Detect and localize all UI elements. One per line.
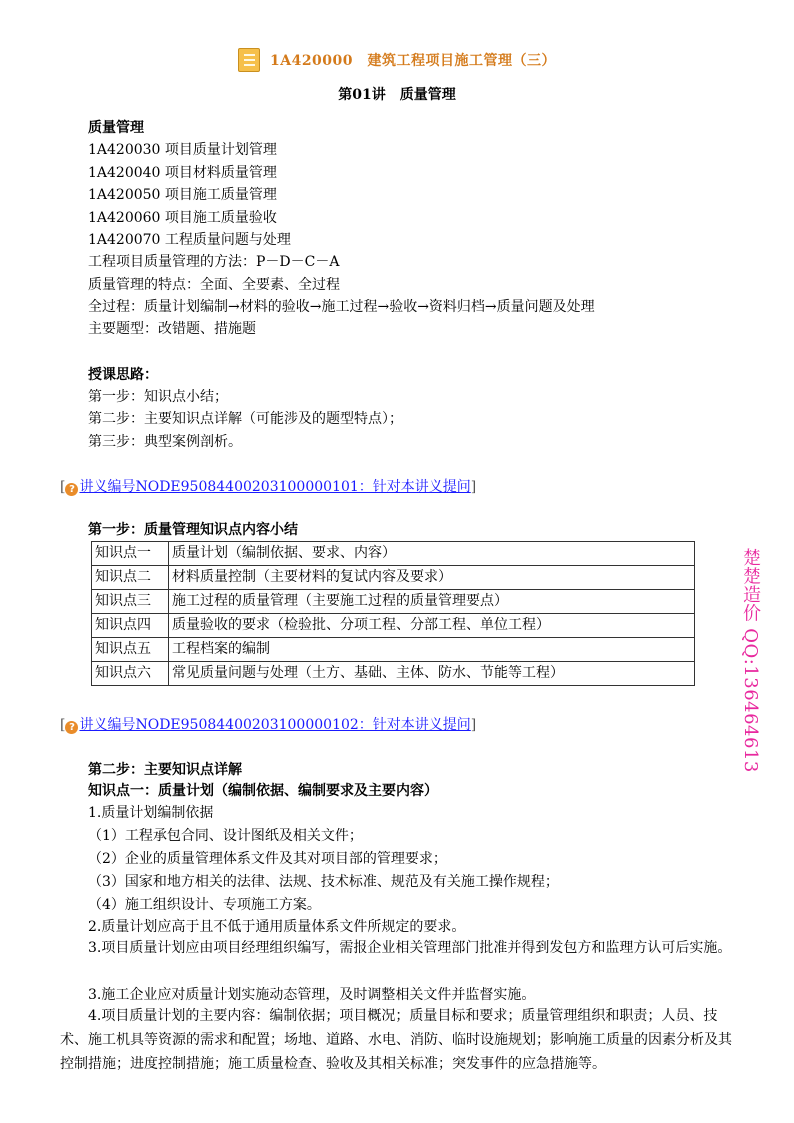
link-bracket-close: ] [470,717,477,733]
knowledge-point-heading: 知识点一：质量计划（编制依据、编制要求及主要内容） [88,783,438,799]
table-row [92,566,695,590]
table-cell: 工程档案的编制 [169,638,695,662]
approach-heading: 授课思路： [88,367,158,383]
question-link-row [60,715,476,735]
table-cell: 材料质量控制（主要材料的复试内容及要求） [169,566,695,590]
title-row [0,48,794,72]
ask-question-link[interactable]: 讲义编号NODE95084400203100000102：针对本讲义提问 [79,717,471,733]
approach-step: 第三步：典型案例剖析。 [88,434,242,450]
question-icon: ? [65,721,78,734]
ask-question-link[interactable]: 讲义编号NODE95084400203100000101：针对本讲义提问 [79,479,471,495]
intro-item: 1A420040 项目材料质量管理 [88,165,277,181]
table-cell: 知识点六 [92,662,169,686]
basis-item: （1）工程承包合同、设计图纸及相关文件； [88,828,363,844]
watermark: 楚楚造价 QQ:136464613 [740,548,761,773]
step1-heading: 第一步：质量管理知识点内容小结 [88,522,298,538]
document-icon [238,48,260,72]
approach-step: 第一步：知识点小结； [88,389,228,405]
paragraph: 3.施工企业应对质量计划实施动态管理，及时调整相关文件并监督实施。 [88,987,536,1003]
intro-item: 工程项目质量管理的方法：P－D－C－A [88,254,340,270]
link-bracket-close: ] [470,479,477,495]
intro-item: 主要题型：改错题、措施题 [88,321,256,337]
table-row [92,542,695,566]
paragraph: 3.项目质量计划应由项目经理组织编写，需报企业相关管理部门批准并得到发包方和监理方认可后实施。 [88,940,732,956]
table-cell: 知识点五 [92,638,169,662]
link-bracket-open: [ [60,479,66,495]
table-row [92,662,695,686]
basis-item: （3）国家和地方相关的法律、法规、技术标准、规范及有关施工操作规程； [88,874,559,890]
basis-item: （2）企业的质量管理体系文件及其对项目部的管理要求； [88,851,447,867]
step2-heading: 第二步：主要知识点详解 [88,762,242,778]
table-row [92,614,695,638]
table-cell: 质量计划（编制依据、要求、内容） [169,542,695,566]
basis-title: 1.质量计划编制依据 [88,805,214,821]
knowledge-point-table [91,541,695,686]
intro-item: 1A420070 工程质量问题与处理 [88,232,291,248]
intro-item: 全过程：质量计划编制→材料的验收→施工过程→验收→资料归档→质量问题及处理 [88,299,595,315]
approach-step: 第二步：主要知识点详解（可能涉及的题型特点）； [88,411,403,427]
basis-item: （4）施工组织设计、专项施工方案。 [88,897,321,913]
section-heading: 质量管理 [88,120,144,136]
page-header [0,48,794,82]
table-cell: 知识点三 [92,590,169,614]
intro-item: 质量管理的特点：全面、全要素、全过程 [88,277,340,293]
lecture-title: 第01讲 质量管理 [338,87,456,103]
table-cell: 质量验收的要求（检验批、分项工程、分部工程、单位工程） [169,614,695,638]
document-title: 1A420000 建筑工程项目施工管理（三） [269,53,557,69]
table-cell: 常见质量问题与处理（土方、基础、主体、防水、节能等工程） [169,662,695,686]
table-row [92,638,695,662]
intro-item: 1A420050 项目施工质量管理 [88,187,277,203]
intro-item: 1A420030 项目质量计划管理 [88,142,277,158]
paragraph: 4.项目质量计划的主要内容：编制依据；项目概况；质量目标和要求；质量管理组织和职责；人员、技术、施工机具等资源的需求和配置；场地、道路、水电、消防、临时设施规划；影响施工质量的因素分析及其控制措施；进度控制措施；施工质量检查、验收及其相关标准；突发事件的应急措施等。 [60,1008,732,1072]
table-cell: 知识点二 [92,566,169,590]
table-cell: 施工过程的质量管理（主要施工过程的质量管理要点） [169,590,695,614]
question-link-row [60,477,476,497]
link-bracket-open: [ [60,717,66,733]
intro-item: 1A420060 项目施工质量验收 [88,210,277,226]
table-row [92,590,695,614]
table-cell: 知识点一 [92,542,169,566]
question-icon: ? [65,483,78,496]
table-cell: 知识点四 [92,614,169,638]
paragraph: 2.质量计划应高于且不低于通用质量体系文件所规定的要求。 [88,919,466,935]
